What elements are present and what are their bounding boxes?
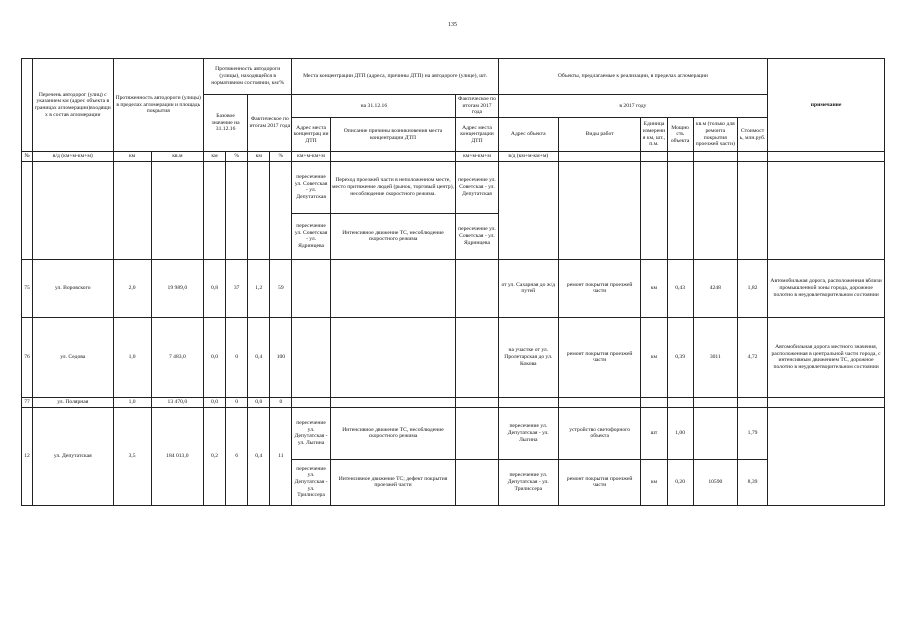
dtp-reason: Интенсивное движение ТС, несоблюдение скоростного режима [330, 407, 456, 459]
unit-blank-5 [737, 152, 767, 162]
row-dtp-reason [330, 259, 456, 317]
cont-obj-addr [498, 161, 558, 259]
header-as-of: на 31.12.16 [292, 95, 456, 118]
row-capacity: 0,20 [667, 459, 693, 505]
unit-pct3: % [270, 152, 292, 162]
unit-addr: в/д (км+м-км+м) [33, 152, 113, 162]
page-number: 135 [448, 22, 457, 28]
row-area: 184 013,0 [151, 407, 203, 505]
row-note: Автомобильная дорога, расположенная вблизи промышленной зоны города, дорожное полотно в неудовлетворительном состоянии [768, 259, 885, 317]
row-sqm: 4248 [693, 259, 737, 317]
row-base-pct: 6 [226, 407, 248, 505]
dtp-address2: пересечение ул. Советская - ул. Ядринцева [456, 213, 498, 259]
header-dtp-actual: Фактическое по итогам 2017 года [456, 95, 498, 118]
row-dtp-address2 [456, 259, 498, 317]
row-num: 76 [22, 317, 33, 397]
cont-num [22, 161, 33, 259]
row-num: 77 [22, 397, 33, 407]
units-row [22, 152, 885, 162]
dtp-address: пересечение ул. Депутатская - ул. Трилиссера [292, 459, 330, 505]
row-capacity: 1,00 [667, 407, 693, 459]
row-area: 19 989,0 [151, 259, 203, 317]
row-blank-6 [641, 397, 667, 407]
row-dtp-address [292, 259, 330, 317]
row-num: 12 [22, 407, 33, 505]
unit-blank-1 [558, 152, 640, 162]
unit-km3: км [248, 152, 270, 162]
row-num: 75 [22, 259, 33, 317]
row-unit: км [641, 259, 667, 317]
dtp-reason: Интенсивное движение ТС, несоблюдение скоростного режима [330, 213, 456, 259]
cont-fact-km [248, 161, 270, 259]
row-note [768, 407, 885, 505]
cont-street [33, 161, 113, 259]
cont-capacity [667, 161, 693, 259]
table-row [22, 161, 885, 213]
row-area: 13 470,0 [151, 397, 203, 407]
cont-length [113, 161, 151, 259]
header-dtp-address2: Адрес места концентрации ДТП [456, 118, 498, 152]
row-fact-pct: 0 [270, 397, 292, 407]
row-fact-pct: 100 [270, 317, 292, 397]
row-length: 2,0 [113, 259, 151, 317]
header-road-list: Перечень автодорог (улиц) с указанием км (адрес объекта в границах агломерации)входящи х в состав агломерации [33, 59, 113, 152]
row-length: 3,5 [113, 407, 151, 505]
row-fact-km: 1,2 [248, 259, 270, 317]
header-normative-group: Протяженность автодороги (улицы), находящейся в нормативном состоянии, км/% [203, 59, 291, 95]
row-cost: 8,39 [737, 459, 767, 505]
cont-fact-pct [270, 161, 292, 259]
road-objects-table [21, 58, 885, 506]
row-base-km: 0,0 [203, 397, 225, 407]
row-base-pct: 0 [226, 397, 248, 407]
header-unit: Единица измерени я км, шт., п.м. [641, 118, 667, 152]
cont-note [768, 161, 885, 259]
row-object-address: пересечение ул. Депутатская - ул. Трилиссера [498, 459, 558, 505]
row-street: ул. Полярная [33, 397, 113, 407]
row-capacity: 0,43 [667, 259, 693, 317]
header-num-cell [22, 59, 33, 152]
unit-blank-2 [641, 152, 667, 162]
row-work: ремонт покрытия проезжей части [558, 459, 640, 505]
row-base-pct: 0 [226, 317, 248, 397]
cont-base-km [203, 161, 225, 259]
cont-cost [737, 161, 767, 259]
row-dtp-address [292, 317, 330, 397]
unit-kmm1: км+м-км+м [292, 152, 330, 162]
row-blank-8 [693, 397, 737, 407]
header-object-address: Адрес объекта [498, 118, 558, 152]
header-capacity: Мощно сть объекта [667, 118, 693, 152]
row-blank-4 [498, 397, 558, 407]
row-work: устройство светофорного объекта [558, 407, 640, 459]
row-street: ул. Воровского [33, 259, 113, 317]
header-year-2017: в 2017 году [498, 95, 768, 118]
row-sqm: 3011 [693, 317, 737, 397]
row-fact-km: 0,4 [248, 407, 270, 505]
row-sqm [693, 407, 737, 459]
header-dtp-group: Места концентрации ДТП (адреса, причины ДТП) на автодороге (улице), шт. [292, 59, 498, 95]
dtp-address2 [456, 459, 498, 505]
header-work-type: Виды работ [558, 118, 640, 152]
row-fact-km: 0,4 [248, 317, 270, 397]
row-fact-km: 0,0 [248, 397, 270, 407]
row-blank-2 [330, 397, 456, 407]
row-area: 7 483,0 [151, 317, 203, 397]
row-blank-5 [558, 397, 640, 407]
header-dtp-reason: Описание причины возникновения места концентрации ДТП [330, 118, 456, 152]
header-row-1 [22, 59, 885, 95]
row-cost: 4,72 [737, 317, 767, 397]
row-base-km: 0,2 [203, 407, 225, 505]
dtp-reason: Переход проезжей части в неположенном месте, место притяжение людей (рынок, торговый центр), несоблюдение скоростного режима. [330, 161, 456, 213]
row-blank-7 [667, 397, 693, 407]
row-object-address: от ул. Сахарная до ж/д путей [498, 259, 558, 317]
unit-reason-blank [330, 152, 456, 162]
header-note: примечание [768, 59, 885, 152]
row-work: ремонт покрытия проезжей части [558, 317, 640, 397]
row-dtp-reason [330, 317, 456, 397]
dtp-address2: пересечение ул. Советская - ул. Депутатская [456, 161, 498, 213]
row-unit: км [641, 317, 667, 397]
unit-pct2: % [226, 152, 248, 162]
header-objects-group: Объекты, предлагаемые к реализации, в пределах агломерации [498, 59, 768, 95]
header-dtp-address: Адрес места концентрац ии ДТП [292, 118, 330, 152]
unit-blank-3 [667, 152, 693, 162]
cont-work [558, 161, 640, 259]
row-fact-pct: 59 [270, 259, 292, 317]
row-blank-1 [292, 397, 330, 407]
table-row [22, 397, 885, 407]
row-base-km: 0,0 [203, 317, 225, 397]
row-cost: 1,79 [737, 407, 767, 459]
row-sqm: 10590 [693, 459, 737, 505]
dtp-address: пересечение ул. Советская - ул. Депутатская [292, 161, 330, 213]
row-fact-pct: 11 [270, 407, 292, 505]
row-base-pct: 37 [226, 259, 248, 317]
row-unit: км [641, 459, 667, 505]
row-capacity: 0,39 [667, 317, 693, 397]
cont-unit [641, 161, 667, 259]
row-blank-10 [768, 397, 885, 407]
unit-num: № [22, 152, 33, 162]
dtp-address: пересечение ул. Депутатская - ул. Лыгина [292, 407, 330, 459]
header-road-length: Протяженность автодороги (улицы) в пределах агломерации и площадь покрытия [113, 59, 203, 152]
row-blank-9 [737, 397, 767, 407]
unit-kmm3: в/д (км+м-км+м) [498, 152, 558, 162]
table-row [22, 317, 885, 397]
row-note: Автомобильная дорога местного значения, расположенная в центральной части города, с интенсивным движением ТС, дорожное полотно в неудовлетворительном состоянии [768, 317, 885, 397]
row-street: ул. Депутатская [33, 407, 113, 505]
unit-blank-6 [768, 152, 885, 162]
table-row [22, 407, 885, 459]
row-cost: 1,82 [737, 259, 767, 317]
dtp-address: пересечение ул. Советская - ул. Ядринцева [292, 213, 330, 259]
unit-blank-4 [693, 152, 737, 162]
dtp-address2 [456, 407, 498, 459]
row-street: ул. Седова [33, 317, 113, 397]
header-actual-2017: Фактическое по итогам 2017 года [248, 95, 292, 152]
unit-sqm1: кв.м [151, 152, 203, 162]
row-object-address: на участке от ул. Пролетарская до ул. Кокова [498, 317, 558, 397]
table-row [22, 259, 885, 317]
header-area: кв.м (только для ремонта покрытия проезжей части) [693, 118, 737, 152]
unit-kmm2: км+м-км+м [456, 152, 498, 162]
row-unit: шт [641, 407, 667, 459]
row-work: ремонт покрытия проезжей части [558, 259, 640, 317]
row-dtp-address2 [456, 317, 498, 397]
dtp-reason: Интенсивное движение ТС; дефект покрытия проезжей части [330, 459, 456, 505]
unit-km1: км [113, 152, 151, 162]
row-base-km: 0,8 [203, 259, 225, 317]
unit-km2: км [203, 152, 225, 162]
cont-base-pct [226, 161, 248, 259]
row-length: 1,0 [113, 317, 151, 397]
header-base-value: Базовое значение на 31.12.16 [203, 95, 247, 152]
row-blank-3 [456, 397, 498, 407]
row-length: 1,0 [113, 397, 151, 407]
row-object-address: пересечение ул. Депутатская - ул. Лыгина [498, 407, 558, 459]
cont-sqm [693, 161, 737, 259]
cont-area [151, 161, 203, 259]
header-cost: Стоимост ь, млн.руб. [737, 118, 767, 152]
